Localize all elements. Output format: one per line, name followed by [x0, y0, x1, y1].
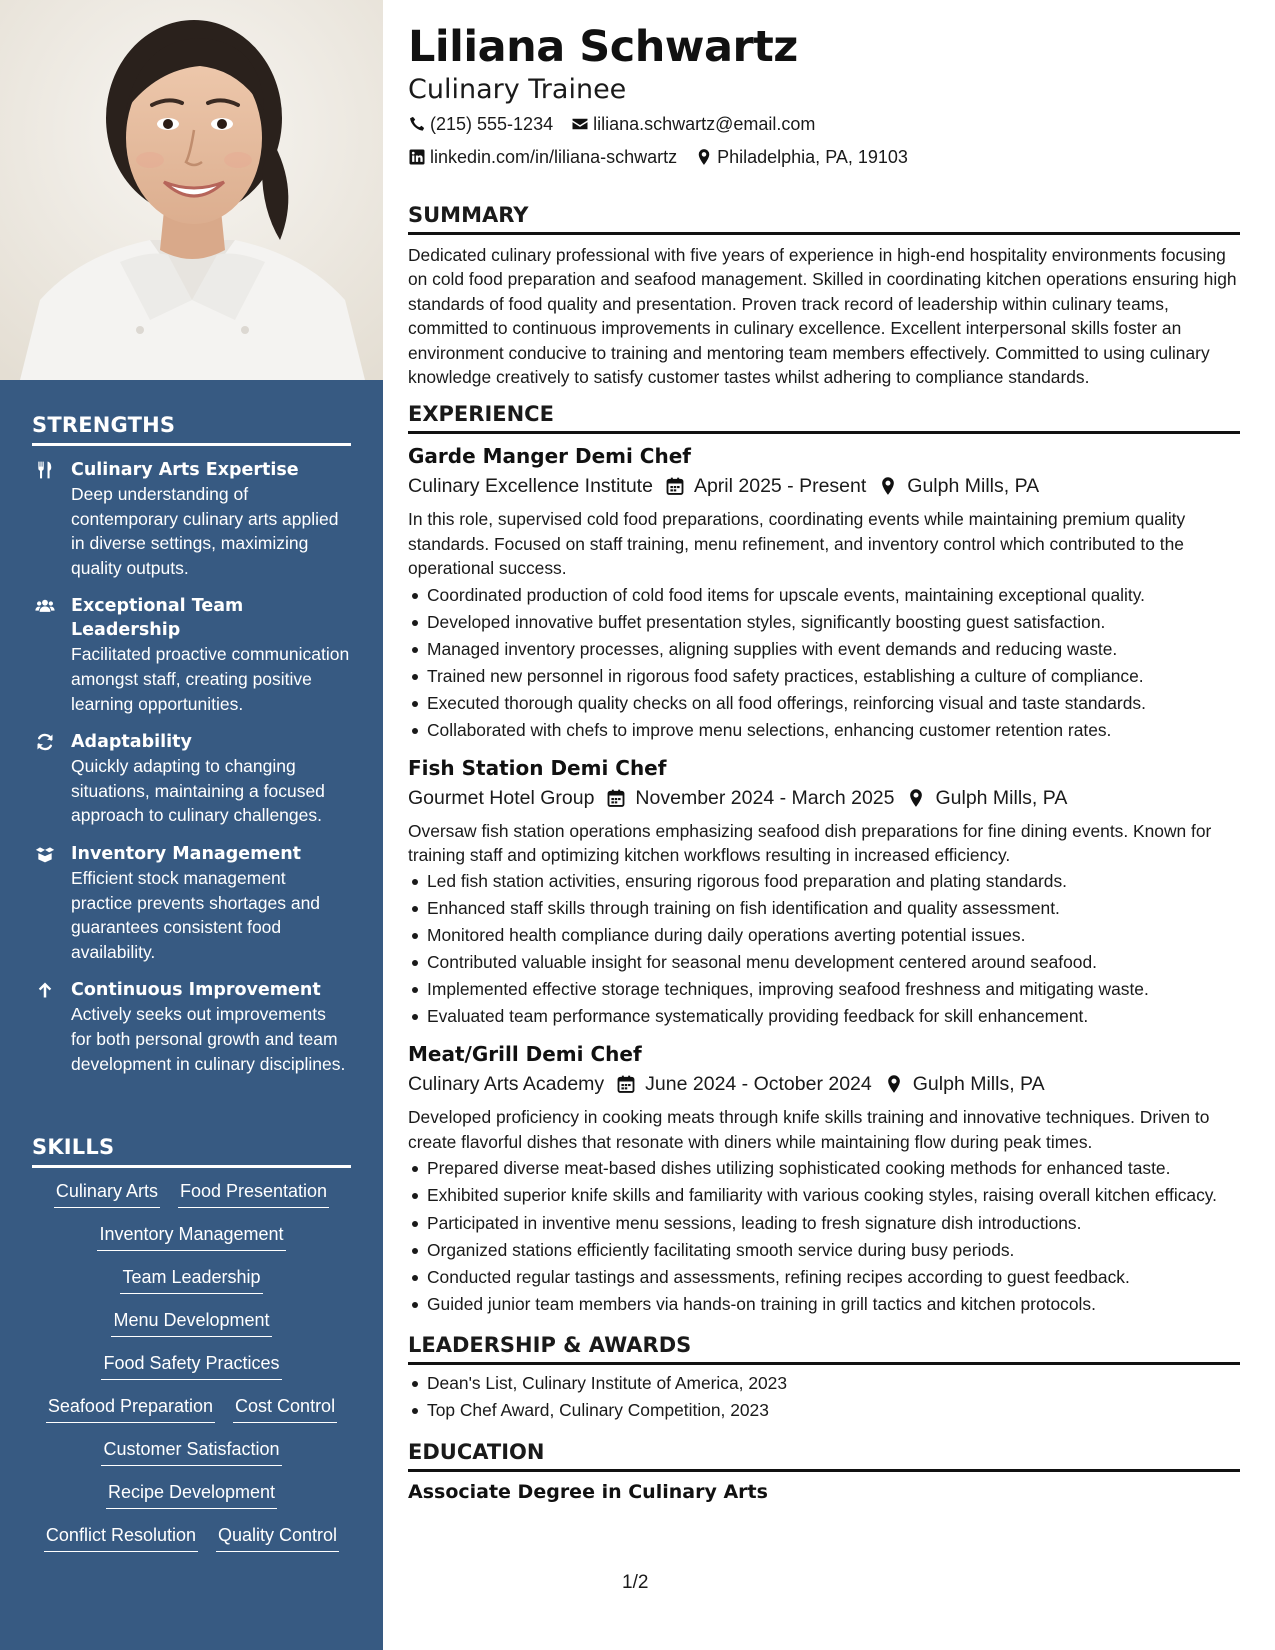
- contact-email: [571, 108, 815, 140]
- achievement-item: Coordinated production of cold food items for upscale events, maintaining exceptional quality.: [408, 582, 1240, 609]
- calendar-icon: [606, 788, 626, 808]
- utensils-icon: [34, 460, 56, 480]
- job-location: Gulph Mills, PA: [907, 475, 1040, 498]
- achievement-item: Collaborated with chefs to improve menu selections, enhancing customer retention rates.: [408, 717, 1240, 744]
- job-dates: June 2024 - October 2024: [645, 1073, 872, 1096]
- strength-description: Facilitated proactive communication amongst staff, creating positive learning opportunities.: [71, 644, 350, 714]
- contact-row: [408, 141, 1240, 173]
- refresh-icon: [34, 732, 56, 752]
- contact-row: [408, 108, 1240, 140]
- awards-section: [408, 1331, 1240, 1424]
- profile-photo: [0, 0, 383, 380]
- arrow-up-icon: [34, 980, 56, 1000]
- strength-item: [32, 978, 351, 1076]
- job-description: Oversaw fish station operations emphasizing seafood dish preparations for fine dining events. Known for training staff and optimizing kitchen workflows resulting in increased efficiency.: [408, 820, 1212, 866]
- job-meta: [408, 471, 1240, 501]
- strength-title: Continuous Improvement: [71, 980, 321, 1001]
- page-number: 1/2: [622, 1572, 649, 1593]
- strength-title: Exceptional Team Leadership: [71, 596, 244, 641]
- skill-tag: Quality Control: [216, 1522, 339, 1552]
- users-icon: [34, 596, 56, 616]
- skill-tag: Culinary Arts: [54, 1178, 160, 1208]
- calendar-icon: [616, 1074, 636, 1094]
- skill-tag: Cost Control: [233, 1393, 337, 1423]
- achievement-item: Contributed valuable insight for seasonal menu development centered around seafood.: [408, 949, 1240, 976]
- skill-tag: Menu Development: [111, 1307, 271, 1337]
- box-open-icon: [34, 844, 56, 864]
- envelope-icon: [571, 115, 589, 133]
- strength-description: Efficient stock management practice prevents shortages and guarantees consistent food availability.: [71, 867, 321, 962]
- achievement-item: Executed thorough quality checks on all food offerings, reinforcing visual and taste standards.: [408, 690, 1240, 717]
- achievement-item: Prepared diverse meat-based dishes utilizing sophisticated cooking methods for enhanced taste.: [408, 1155, 1240, 1182]
- job-dates: April 2025 - Present: [693, 475, 867, 498]
- strength-item: [32, 842, 351, 964]
- contact-linkedin: [408, 141, 677, 173]
- achievement-item: Led fish station activities, ensuring rigorous food preparation and plating standards.: [408, 868, 1240, 895]
- company-name: Culinary Arts Academy: [408, 1073, 605, 1096]
- strength-item: [32, 730, 351, 828]
- job-title: Fish Station Demi Chef: [408, 755, 667, 780]
- map-pin-icon: [906, 788, 926, 808]
- degree-title: Associate Degree in Culinary Arts: [408, 1481, 768, 1504]
- skill-tag: Seafood Preparation: [46, 1393, 215, 1423]
- experience-section: [408, 400, 1240, 1318]
- phone-number: (215) 555-1234: [430, 114, 554, 134]
- achievement-item: Trained new personnel in rigorous food safety practices, establishing a culture of compliance.: [408, 663, 1240, 690]
- skills-section: [32, 1135, 351, 1552]
- skill-tag: Customer Satisfaction: [101, 1436, 281, 1466]
- strength-description: Deep understanding of contemporary culinary arts applied in diverse settings, maximizing quality outputs.: [71, 484, 339, 578]
- map-pin-icon: [884, 1074, 904, 1094]
- strength-title: Inventory Management: [71, 843, 302, 864]
- awards-list: [408, 1370, 1240, 1424]
- experience-heading: EXPERIENCE: [408, 400, 1240, 434]
- candidate-name: Liliana Schwartz: [408, 22, 798, 72]
- achievement-item: Conducted regular tastings and assessments, refining recipes according to guest feedback.: [408, 1264, 1240, 1291]
- main-content: [408, 20, 1240, 1506]
- strength-description: Quickly adapting to changing situations, maintaining a focused approach to culinary challenges.: [71, 756, 325, 826]
- job-location: Gulph Mills, PA: [912, 1073, 1045, 1096]
- strengths-heading: STRENGTHS: [32, 413, 351, 446]
- achievement-item: Developed innovative buffet presentation styles, significantly boosting guest satisfaction.: [408, 609, 1240, 636]
- job-description: In this role, supervised cold food preparations, coordinating events while maintaining premium quality standards. Focused on staff training, menu refinement, and inventory control which contributed to the operational success.: [408, 509, 1186, 579]
- job-meta: [408, 1069, 1240, 1099]
- email-address: liliana.schwartz@email.com: [593, 114, 816, 134]
- map-pin-icon: [878, 476, 898, 496]
- job-meta: [408, 783, 1240, 813]
- strength-title: Culinary Arts Expertise: [71, 460, 299, 480]
- job-title: Garde Manger Demi Chef: [408, 444, 691, 469]
- candidate-title: Culinary Trainee: [408, 74, 627, 105]
- award-item: Top Chef Award, Culinary Competition, 2023: [408, 1397, 1240, 1424]
- strength-item: [32, 458, 351, 580]
- summary-section: [408, 201, 1240, 389]
- strength-title: Adaptability: [71, 732, 192, 753]
- skill-tag: Team Leadership: [120, 1264, 262, 1294]
- summary-heading: SUMMARY: [408, 201, 1240, 235]
- job-achievements: [408, 1155, 1240, 1318]
- strengths-section: [32, 413, 351, 1076]
- job-entry: [408, 1040, 1240, 1318]
- education-heading: EDUCATION: [408, 1438, 1240, 1472]
- skill-tag: Recipe Development: [106, 1479, 277, 1509]
- skills-heading: SKILLS: [32, 1135, 351, 1168]
- job-title: Meat/Grill Demi Chef: [408, 1042, 642, 1067]
- achievement-item: Enhanced staff skills through training on fish identification and quality assessment.: [408, 895, 1240, 922]
- award-item: Dean's List, Culinary Institute of America, 2023: [408, 1370, 1240, 1397]
- achievement-item: Exhibited superior knife skills and familiarity with various cooking styles, raising overall kitchen efficacy.: [408, 1183, 1240, 1208]
- education-section: [408, 1438, 1240, 1506]
- location-text: Philadelphia, PA, 19103: [717, 147, 908, 167]
- achievement-item: Organized stations efficiently facilitating smooth service during busy periods.: [408, 1237, 1240, 1264]
- achievement-item: Evaluated team performance systematically providing feedback for skill enhancement.: [408, 1003, 1240, 1030]
- job-achievements: [408, 582, 1240, 744]
- skill-tag: Inventory Management: [97, 1221, 285, 1251]
- skill-tag: Conflict Resolution: [44, 1522, 198, 1552]
- achievement-item: Monitored health compliance during daily operations averting potential issues.: [408, 922, 1240, 949]
- linkedin-url: linkedin.com/in/liliana-schwartz: [430, 147, 678, 167]
- phone-icon: [408, 115, 426, 133]
- company-name: Gourmet Hotel Group: [408, 786, 595, 809]
- achievement-item: Managed inventory processes, aligning supplies with event demands and reducing waste.: [408, 636, 1240, 663]
- calendar-icon: [665, 476, 685, 496]
- achievement-item: Participated in inventive menu sessions, leading to fresh signature dish introductions.: [408, 1210, 1240, 1237]
- strength-description: Actively seeks out improvements for both personal growth and team development in culinary disciplines.: [71, 1004, 346, 1074]
- achievement-item: Implemented effective storage techniques, improving seafood freshness and mitigating waste.: [408, 976, 1240, 1003]
- achievement-item: Guided junior team members via hands-on training in grill tactics and kitchen protocols.: [408, 1291, 1240, 1318]
- skill-tag: Food Presentation: [178, 1178, 329, 1208]
- job-entry: [408, 754, 1240, 1031]
- skill-tag: Food Safety Practices: [101, 1350, 281, 1380]
- job-entry: [408, 442, 1240, 743]
- awards-heading: LEADERSHIP & AWARDS: [408, 1331, 1240, 1365]
- job-description: Developed proficiency in cooking meats through knife skills training and innovative techniques. Driven to create flavorful dishes that resonate with diners while maintaining flow during peak times.: [408, 1107, 1210, 1152]
- map-pin-icon: [695, 148, 713, 166]
- job-dates: November 2024 - March 2025: [635, 786, 895, 809]
- sidebar: [0, 0, 383, 1650]
- contact-location: [695, 141, 908, 173]
- summary-text: Dedicated culinary professional with five years of experience in high-end hospitality environments focusing on cold food preparation and seafood management. Skilled in coordinating kitchen operations ensuring high standards of food quality and presentation. Proven track record of leadership within culinary teams, committed to continuous improvements in culinary excellence. Excellent interpersonal skills foster an environment conducive to training and mentoring team members effectively. Committed to using culinary knowledge creatively to satisfy customer tastes whilst adhering to compliance standards.: [408, 245, 1237, 388]
- strength-item: [32, 594, 351, 716]
- profile-photo-illustration: [0, 0, 383, 380]
- resume-header: [408, 20, 1240, 173]
- job-achievements: [408, 868, 1240, 1030]
- company-name: Culinary Excellence Institute: [408, 475, 653, 498]
- job-location: Gulph Mills, PA: [935, 786, 1068, 809]
- skill-list: [32, 1178, 351, 1552]
- linkedin-icon: [408, 148, 426, 166]
- contact-phone: [408, 108, 553, 140]
